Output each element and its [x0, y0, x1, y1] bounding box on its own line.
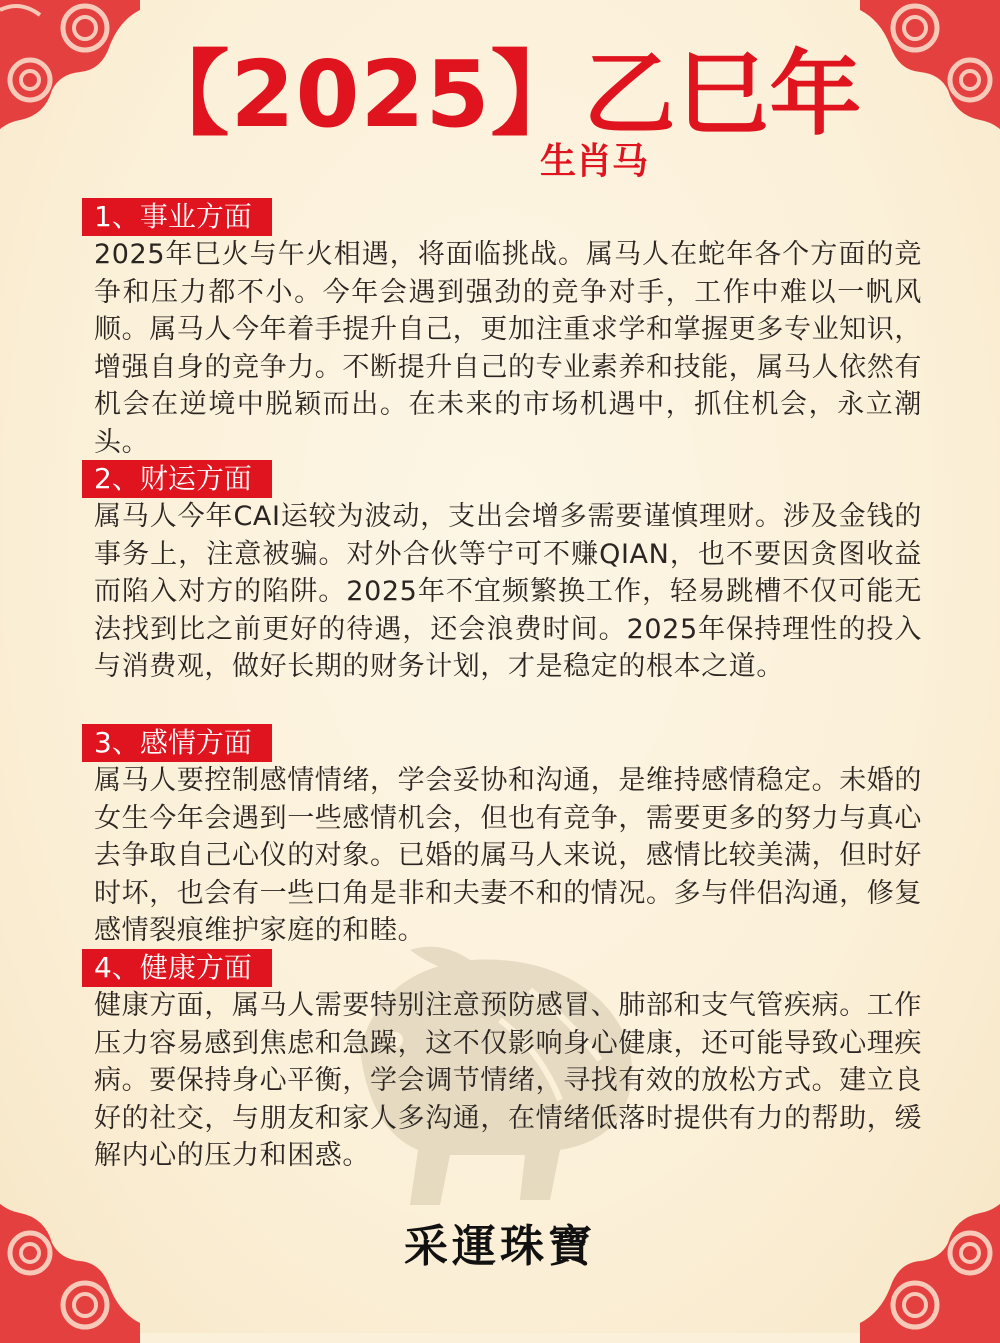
section-love	[82, 724, 922, 950]
section-wealth	[82, 460, 922, 686]
section-heading: 2、财运方面	[82, 460, 272, 498]
section-body: 属马人今年CAI运较为波动，支出会增多需要谨慎理财。涉及金钱的事务上，注意被骗。对外合伙等宁可不赚QIAN，也不要因贪图收益而陷入对方的陷阱。2025年不宜频繁换工作，轻易跳槽不仅可能无法找到比之前更好的待遇，还会浪费时间。2025年保持理性的投入与消费观，做好长期的财务计划，才是稳定的根本之道。	[94, 501, 922, 683]
section-body: 2025年巳火与午火相遇，将面临挑战。属马人在蛇年各个方面的竞争和压力都不小。今年会遇到强劲的竞争对手，工作中难以一帆风顺。属马人今年着手提升自己，更加注重求学和掌握更多专业知识，增强自身的竞争力。不断提升自己的专业素养和技能，属马人依然有机会在逆境中脱颖而出。在未来的市场机遇中，抓住机会，永立潮头。	[94, 239, 922, 458]
page-subtitle: 生肖马	[540, 141, 649, 182]
brand-name: 采運珠寶	[404, 1221, 596, 1272]
section-body: 属马人要控制感情情绪，学会妥协和沟通，是维持感情稳定。未婚的女生今年会遇到一些感情机会，但也有竞争，需要更多的努力与真心去争取自己心仪的对象。已婚的属马人来说，感情比较美满，但时好时坏，也会有一些口角是非和夫妻不和的情况。多与伴侣沟通，修复感情裂痕维护家庭的和睦。	[94, 765, 922, 947]
page-title: 【2025】乙巳年	[137, 41, 863, 148]
section-career	[82, 198, 922, 462]
section-heading: 1、事业方面	[82, 198, 272, 236]
section-body: 健康方面，属马人需要特别注意预防感冒、肺部和支气管疾病。工作压力容易感到焦虑和急躁，这不仅影响身心健康，还可能导致心理疾病。要保持身心平衡，学会调节情绪，寻找有效的放松方式。建立良好的社交，与朋友和家人多沟通，在情绪低落时提供有力的帮助，缓解内心的压力和困惑。	[94, 990, 922, 1172]
section-heading: 3、感情方面	[82, 724, 272, 762]
section-heading: 4、健康方面	[82, 949, 272, 987]
section-health	[82, 949, 922, 1175]
